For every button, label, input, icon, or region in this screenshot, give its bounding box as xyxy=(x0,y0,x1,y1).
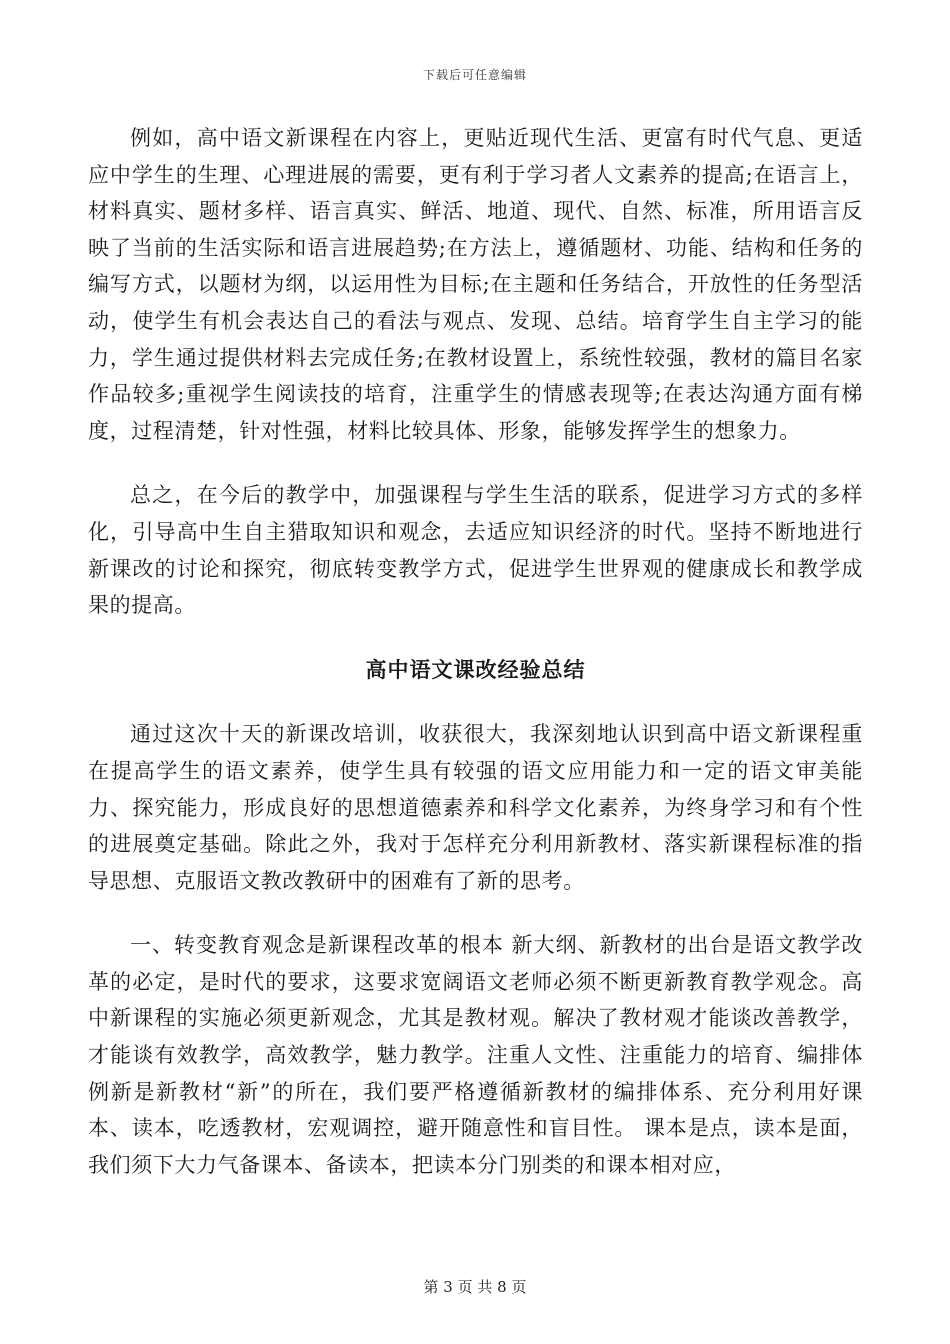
paragraph-section-one: 一、转变教育观念是新课程改革的根本 新大纲、新教材的出台是语文教学改革的必定，是时代的要求，这要求宽阔语文老师必须不断更新教育教学观念。高中新课程的实施必须更新观念，尤其是教材观。解决了教材观才能谈改善教学，才能谈有效教学，高效教学，魅力教学。注重人文性、注重能力的培育、编排体例新是新教材“新”的所在，我们要严格遵循新教材的编排体系、充分利用好课本、读本，吃透教材，宏观调控，避开随意性和盲目性。 课本是点，读本是面，我们须下大力气备课本、备读本，把读本分门别类的和课本相对应， xyxy=(88,933,863,1177)
paragraph-gap xyxy=(88,688,863,716)
paragraph-intro: 通过这次十天的新课改培训，收获很大，我深刻地认识到高中语文新课程重在提高学生的语文素养，使学生具有较强的语文应用能力和一定的语文审美能力、探究能力，形成良好的思想道德素养和科学文化素养，为终身学习和有个性的进展奠定基础。除此之外，我对于怎样充分利用新教材、落实新课程标准的指导思想、克服语文教改教研中的困难有了新的思考。 xyxy=(88,722,863,893)
page-footer: 第 3 页 共 8 页 xyxy=(423,1278,527,1296)
paragraph-gap xyxy=(88,449,863,477)
paragraph-gap xyxy=(88,624,863,652)
page-header: 下载后可任意编辑 xyxy=(422,68,527,82)
paragraph-gap xyxy=(88,899,863,927)
section-title: 高中语文课改经验总结 xyxy=(365,656,586,682)
paragraph-examples: 例如，高中语文新课程在内容上，更贴近现代生活、更富有时代气息、更适应中学生的生理、心理进展的需要，更有利于学习者人文素养的提高;在语言上，材料真实、题材多样、语言真实、鲜活、地道、现代、自然、标准，所用语言反映了当前的生活实际和语言进展趋势;在方法上，遵循题材、功能、结构和任务的编写方式，以题材为纲，以运用性为目标;在主题和任务结合，开放性的任务型活动，使学生有机会表达自己的看法与观点、发现、总结。培育学生自主学习的能力，学生通过提供材料去完成任务;在教材设置上，系统性较强，教材的篇目名家作品较多;重视学生阅读技的培育，注重学生的情感表现等;在表达沟通方面有梯度，过程清楚，针对性强，材料比较具体、形象，能够发挥学生的想象力。 xyxy=(88,126,863,443)
paragraph-conclusion: 总之，在今后的教学中，加强课程与学生生活的联系，促进学习方式的多样化，引导高中生自主猎取知识和观念，去适应知识经济的时代。坚持不断地进行新课改的讨论和探究，彻底转变教学方式，促进学生世界观的健康成长和教学成果的提高。 xyxy=(88,483,863,618)
document-body xyxy=(88,120,863,1183)
